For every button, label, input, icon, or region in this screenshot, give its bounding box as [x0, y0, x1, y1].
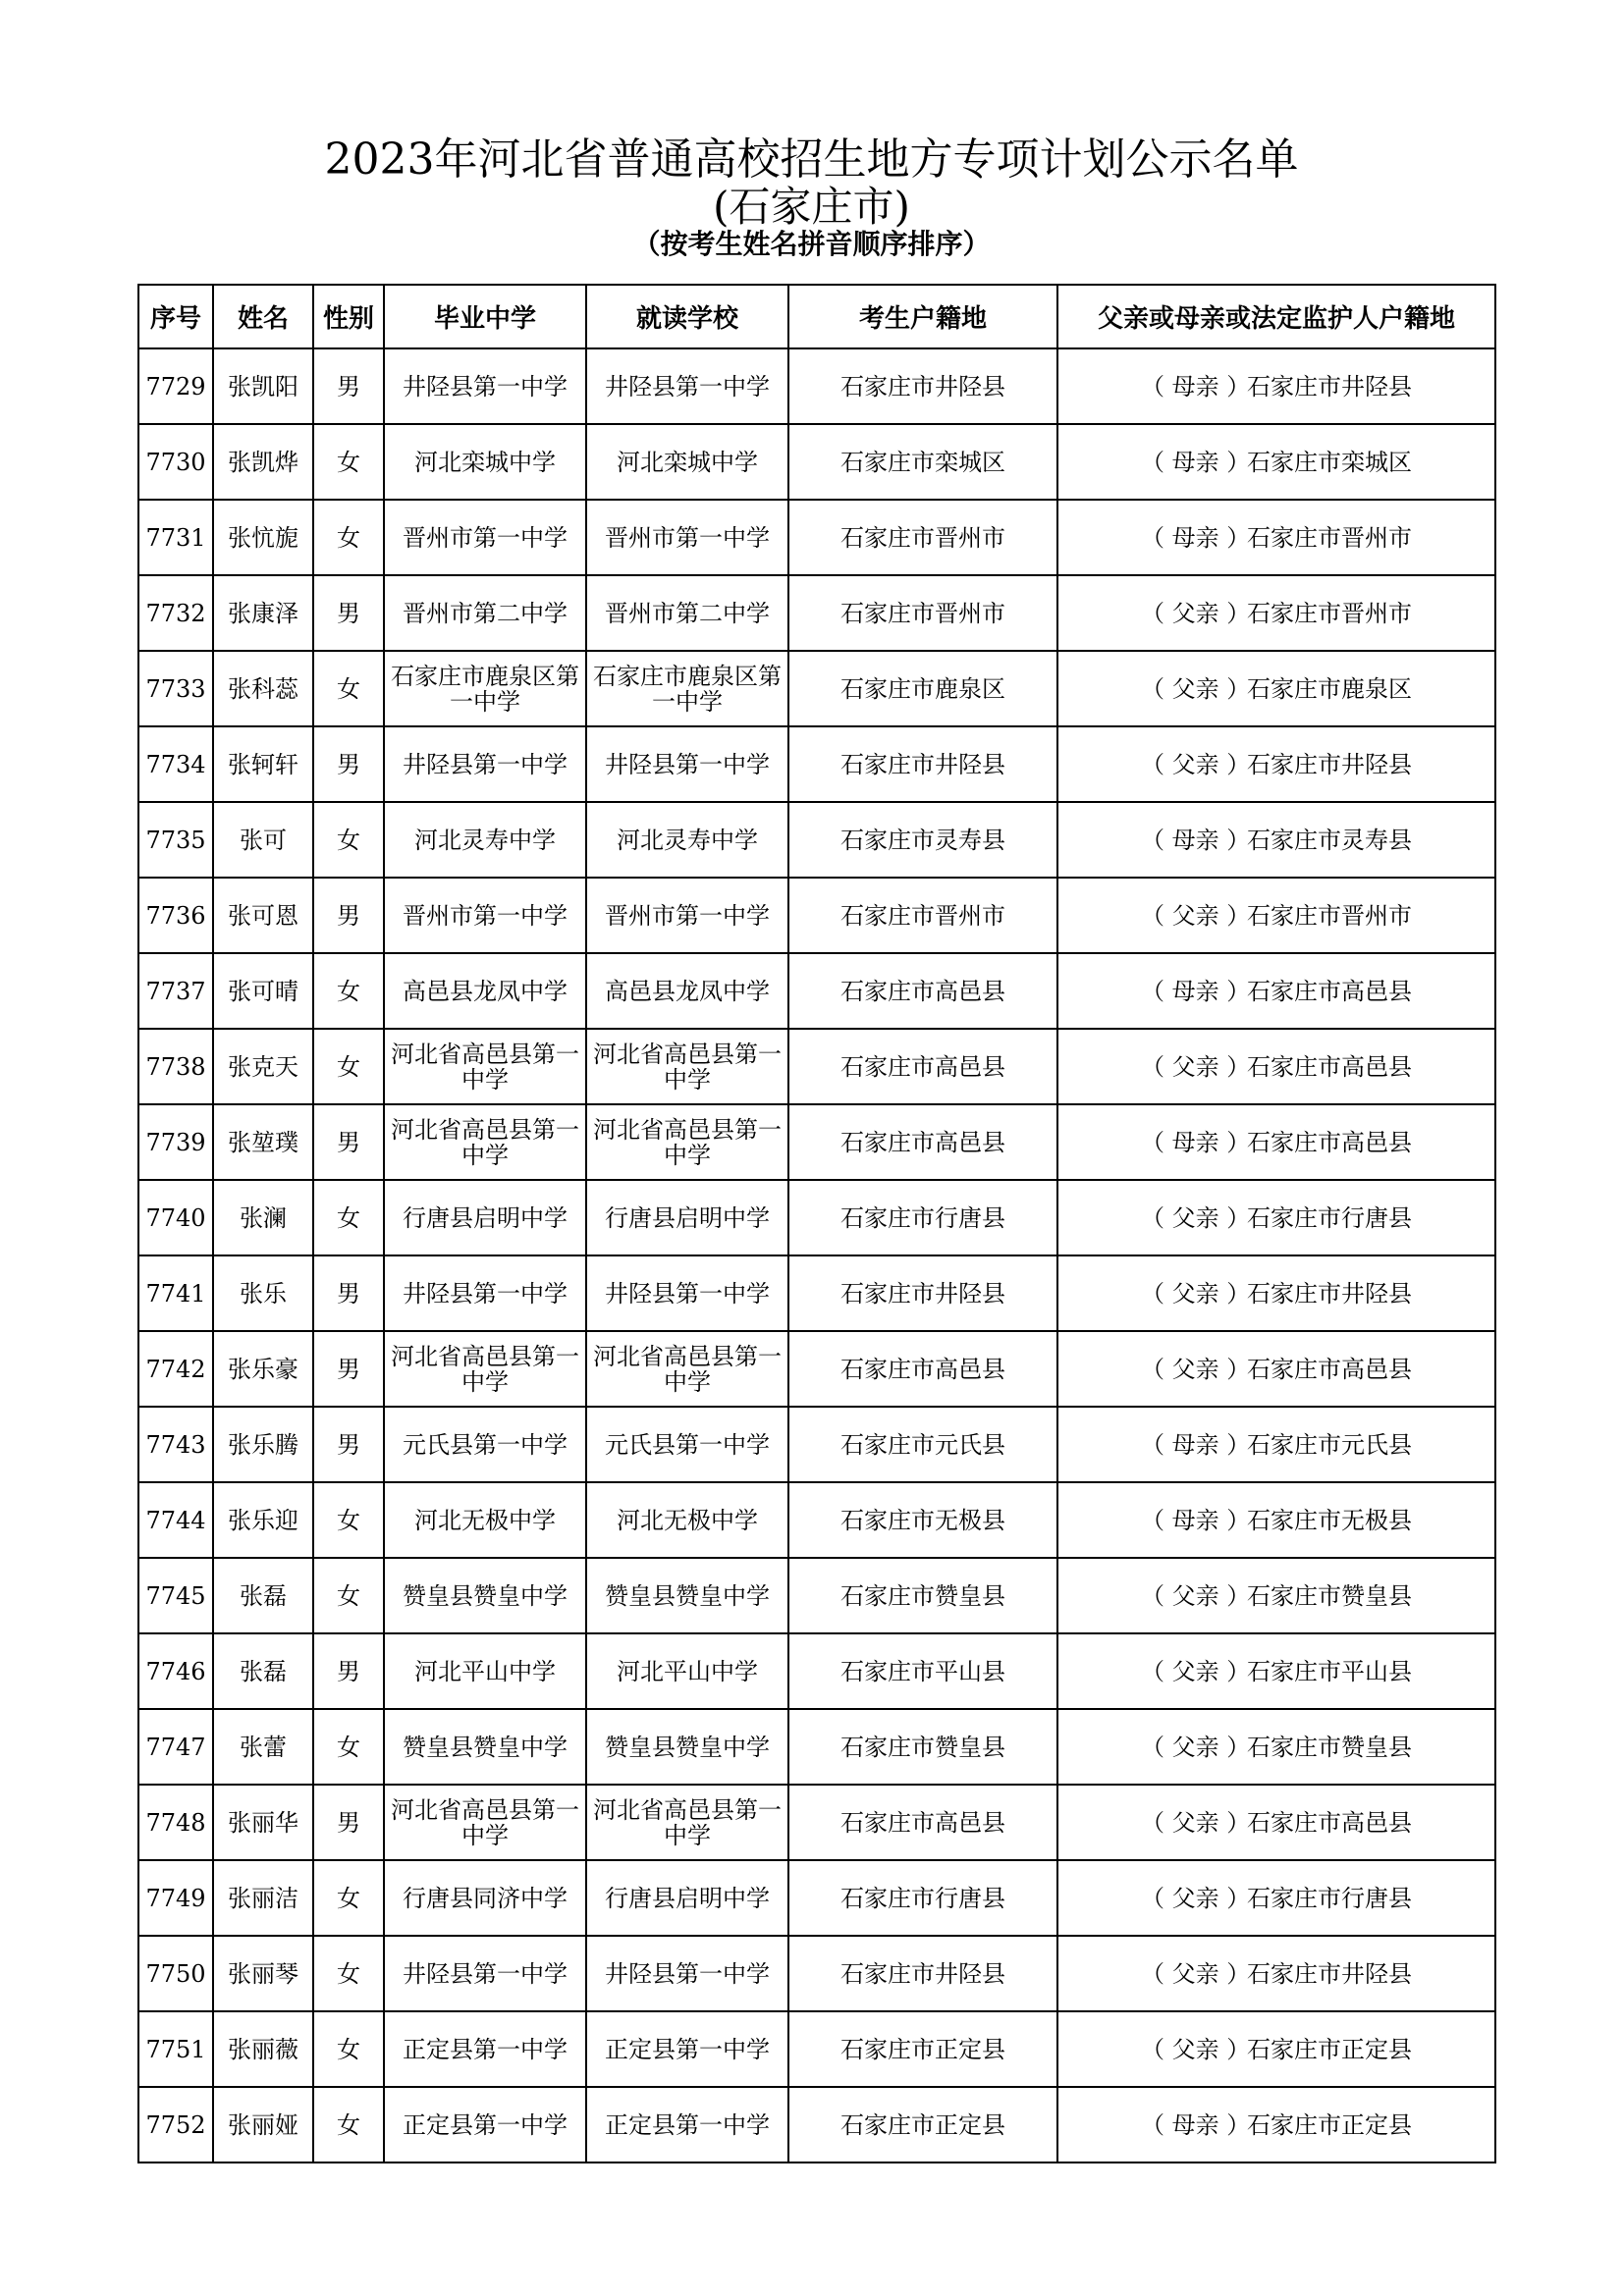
cell-grad-school: 晋州市第二中学: [384, 575, 586, 651]
table-row: [138, 1936, 1495, 2011]
cell-grad-school: 赞皇县赞皇中学: [384, 1709, 586, 1785]
guardian-place: 石家庄市赞皇县: [1247, 1581, 1412, 1610]
cell-hukou: 石家庄市井陉县: [788, 1255, 1057, 1331]
guardian-relation: （ 母亲 ）: [1141, 1128, 1251, 1156]
cell-grad-school: 井陉县第一中学: [384, 726, 586, 802]
cell-grad-school: 石家庄市鹿泉区第一中学: [384, 651, 586, 726]
guardian-place: 石家庄市正定县: [1247, 2110, 1412, 2139]
cell-name: 张蕾: [213, 1709, 313, 1785]
guardian-place: 石家庄市行唐县: [1247, 1203, 1412, 1232]
cell-name: 张丽华: [213, 1785, 313, 1860]
cell-hukou: 石家庄市正定县: [788, 2087, 1057, 2163]
cell-no: 7749: [138, 1860, 213, 1936]
header-hukou: 考生户籍地: [788, 285, 1057, 348]
cell-guardian-hukou: [1057, 802, 1495, 878]
cell-guardian-hukou: [1057, 1633, 1495, 1709]
guardian-place: 石家庄市赞皇县: [1247, 1733, 1412, 1761]
guardian-place: 石家庄市井陉县: [1247, 1959, 1412, 1988]
guardian-relation: （ 母亲 ）: [1141, 977, 1251, 1005]
cell-no: 7730: [138, 424, 213, 500]
cell-guardian-hukou: [1057, 726, 1495, 802]
table-row: [138, 1104, 1495, 1180]
cell-name: 张凯阳: [213, 348, 313, 424]
cell-name: 张凯烨: [213, 424, 313, 500]
guardian-relation: （ 父亲 ）: [1141, 750, 1251, 778]
cell-guardian-hukou: [1057, 1482, 1495, 1558]
guardian-place: 石家庄市栾城区: [1247, 448, 1412, 476]
cell-name: 张磊: [213, 1558, 313, 1633]
cell-gender: 女: [313, 1860, 384, 1936]
guardian-place: 石家庄市晋州市: [1247, 901, 1412, 930]
guardian-place: 石家庄市晋州市: [1247, 599, 1412, 627]
cell-grad-school: 河北灵寿中学: [384, 802, 586, 878]
cell-name: 张乐豪: [213, 1331, 313, 1407]
guardian-relation: （ 父亲 ）: [1141, 1052, 1251, 1081]
cell-name: 张可恩: [213, 878, 313, 953]
cell-guardian-hukou: [1057, 1860, 1495, 1936]
header-guardian-hukou: 父亲或母亲或法定监护人户籍地: [1057, 285, 1495, 348]
cell-name: 张轲轩: [213, 726, 313, 802]
guardian-relation: （ 父亲 ）: [1141, 674, 1251, 703]
guardian-relation: （ 父亲 ）: [1141, 1355, 1251, 1383]
cell-grad-school: 井陉县第一中学: [384, 1255, 586, 1331]
cell-name: 张科蕊: [213, 651, 313, 726]
cell-name: 张丽琴: [213, 1936, 313, 2011]
guardian-relation: （ 父亲 ）: [1141, 599, 1251, 627]
cell-grad-school: 赞皇县赞皇中学: [384, 1558, 586, 1633]
guardian-relation: （ 母亲 ）: [1141, 1430, 1251, 1459]
guardian-relation: （ 父亲 ）: [1141, 1657, 1251, 1685]
cell-no: 7740: [138, 1180, 213, 1255]
cell-no: 7750: [138, 1936, 213, 2011]
guardian-place: 石家庄市井陉县: [1247, 372, 1412, 400]
cell-no: 7745: [138, 1558, 213, 1633]
cell-hukou: 石家庄市井陉县: [788, 1936, 1057, 2011]
cell-current-school: 河北灵寿中学: [586, 802, 788, 878]
cell-current-school: 河北无极中学: [586, 1482, 788, 1558]
cell-hukou: 石家庄市无极县: [788, 1482, 1057, 1558]
cell-hukou: 石家庄市晋州市: [788, 500, 1057, 575]
cell-grad-school: 河北平山中学: [384, 1633, 586, 1709]
cell-hukou: 石家庄市平山县: [788, 1633, 1057, 1709]
page-subtitle-sort-note: （按考生姓名拼音顺序排序）: [632, 228, 991, 260]
cell-name: 张忼旎: [213, 500, 313, 575]
cell-guardian-hukou: [1057, 878, 1495, 953]
table-row: [138, 424, 1495, 500]
cell-guardian-hukou: [1057, 1558, 1495, 1633]
table-row: [138, 1785, 1495, 1860]
cell-current-school: 井陉县第一中学: [586, 1255, 788, 1331]
guardian-relation: （ 父亲 ）: [1141, 1733, 1251, 1761]
cell-current-school: 河北省高邑县第一中学: [586, 1104, 788, 1180]
table-row: [138, 1029, 1495, 1104]
cell-current-school: 河北省高邑县第一中学: [586, 1029, 788, 1104]
guardian-place: 石家庄市井陉县: [1247, 1279, 1412, 1308]
guardian-relation: （ 父亲 ）: [1141, 1808, 1251, 1837]
cell-hukou: 石家庄市高邑县: [788, 1785, 1057, 1860]
cell-grad-school: 高邑县龙凤中学: [384, 953, 586, 1029]
table-row: [138, 651, 1495, 726]
cell-current-school: 晋州市第二中学: [586, 575, 788, 651]
cell-current-school: 赞皇县赞皇中学: [586, 1558, 788, 1633]
cell-grad-school: 河北省高邑县第一中学: [384, 1104, 586, 1180]
cell-grad-school: 井陉县第一中学: [384, 348, 586, 424]
cell-guardian-hukou: [1057, 424, 1495, 500]
cell-gender: 女: [313, 651, 384, 726]
cell-grad-school: 行唐县同济中学: [384, 1860, 586, 1936]
table-row: [138, 1407, 1495, 1482]
cell-no: 7748: [138, 1785, 213, 1860]
cell-hukou: 石家庄市鹿泉区: [788, 651, 1057, 726]
cell-current-school: 高邑县龙凤中学: [586, 953, 788, 1029]
header-current-school: 就读学校: [586, 285, 788, 348]
cell-grad-school: 河北省高邑县第一中学: [384, 1331, 586, 1407]
cell-name: 张丽薇: [213, 2011, 313, 2087]
cell-current-school: 井陉县第一中学: [586, 726, 788, 802]
cell-name: 张堃璞: [213, 1104, 313, 1180]
cell-guardian-hukou: [1057, 1709, 1495, 1785]
table-row: [138, 2011, 1495, 2087]
cell-gender: 女: [313, 500, 384, 575]
cell-gender: 男: [313, 1331, 384, 1407]
cell-guardian-hukou: [1057, 1255, 1495, 1331]
cell-name: 张克天: [213, 1029, 313, 1104]
cell-gender: 女: [313, 424, 384, 500]
cell-hukou: 石家庄市高邑县: [788, 1331, 1057, 1407]
table-row: [138, 1709, 1495, 1785]
cell-gender: 男: [313, 575, 384, 651]
cell-hukou: 石家庄市赞皇县: [788, 1709, 1057, 1785]
header-grad-school: 毕业中学: [384, 285, 586, 348]
cell-current-school: 井陉县第一中学: [586, 1936, 788, 2011]
table-row: [138, 1482, 1495, 1558]
roster-table: [137, 284, 1496, 2163]
cell-grad-school: 河北栾城中学: [384, 424, 586, 500]
table-row: [138, 1558, 1495, 1633]
table-row: [138, 1331, 1495, 1407]
cell-no: 7746: [138, 1633, 213, 1709]
cell-current-school: 行唐县启明中学: [586, 1860, 788, 1936]
cell-grad-school: 行唐县启明中学: [384, 1180, 586, 1255]
cell-gender: 女: [313, 1709, 384, 1785]
header-no: 序号: [138, 285, 213, 348]
cell-hukou: 石家庄市正定县: [788, 2011, 1057, 2087]
guardian-place: 石家庄市灵寿县: [1247, 826, 1412, 854]
cell-no: 7729: [138, 348, 213, 424]
guardian-place: 石家庄市平山县: [1247, 1657, 1412, 1685]
guardian-place: 石家庄市元氏县: [1247, 1430, 1412, 1459]
guardian-place: 石家庄市高邑县: [1247, 1808, 1412, 1837]
cell-no: 7741: [138, 1255, 213, 1331]
cell-no: 7742: [138, 1331, 213, 1407]
guardian-relation: （ 母亲 ）: [1141, 826, 1251, 854]
cell-current-school: 元氏县第一中学: [586, 1407, 788, 1482]
cell-gender: 男: [313, 348, 384, 424]
cell-current-school: 河北省高邑县第一中学: [586, 1785, 788, 1860]
cell-guardian-hukou: [1057, 1029, 1495, 1104]
cell-hukou: 石家庄市晋州市: [788, 878, 1057, 953]
cell-no: 7733: [138, 651, 213, 726]
cell-gender: 男: [313, 878, 384, 953]
cell-no: 7752: [138, 2087, 213, 2163]
cell-guardian-hukou: [1057, 500, 1495, 575]
table-row: [138, 726, 1495, 802]
guardian-place: 石家庄市鹿泉区: [1247, 674, 1412, 703]
cell-hukou: 石家庄市赞皇县: [788, 1558, 1057, 1633]
guardian-place: 石家庄市正定县: [1247, 2035, 1412, 2063]
cell-no: 7743: [138, 1407, 213, 1482]
cell-name: 张可: [213, 802, 313, 878]
table-row: [138, 1860, 1495, 1936]
cell-guardian-hukou: [1057, 1936, 1495, 2011]
cell-gender: 男: [313, 1785, 384, 1860]
cell-grad-school: 井陉县第一中学: [384, 1936, 586, 2011]
table-row: [138, 1255, 1495, 1331]
cell-hukou: 石家庄市行唐县: [788, 1180, 1057, 1255]
cell-hukou: 石家庄市井陉县: [788, 348, 1057, 424]
cell-hukou: 石家庄市行唐县: [788, 1860, 1057, 1936]
cell-no: 7751: [138, 2011, 213, 2087]
cell-current-school: 河北平山中学: [586, 1633, 788, 1709]
cell-no: 7731: [138, 500, 213, 575]
cell-gender: 女: [313, 1029, 384, 1104]
cell-gender: 男: [313, 1104, 384, 1180]
guardian-place: 石家庄市高邑县: [1247, 1128, 1412, 1156]
cell-guardian-hukou: [1057, 2087, 1495, 2163]
cell-current-school: 河北栾城中学: [586, 424, 788, 500]
cell-guardian-hukou: [1057, 2011, 1495, 2087]
cell-gender: 男: [313, 1255, 384, 1331]
page-subtitle-city: (石家庄市): [713, 183, 910, 231]
cell-grad-school: 正定县第一中学: [384, 2087, 586, 2163]
cell-guardian-hukou: [1057, 1407, 1495, 1482]
cell-hukou: 石家庄市高邑县: [788, 953, 1057, 1029]
page-title: 2023年河北省普通高校招生地方专项计划公示名单: [324, 134, 1299, 185]
guardian-place: 石家庄市行唐县: [1247, 1884, 1412, 1912]
table-row: [138, 2087, 1495, 2163]
cell-hukou: 石家庄市栾城区: [788, 424, 1057, 500]
cell-name: 张丽娅: [213, 2087, 313, 2163]
cell-gender: 女: [313, 953, 384, 1029]
cell-gender: 男: [313, 726, 384, 802]
table-row: [138, 1180, 1495, 1255]
cell-gender: 男: [313, 1633, 384, 1709]
header-name: 姓名: [213, 285, 313, 348]
cell-guardian-hukou: [1057, 953, 1495, 1029]
cell-gender: 女: [313, 2087, 384, 2163]
cell-guardian-hukou: [1057, 1104, 1495, 1180]
cell-gender: 男: [313, 1407, 384, 1482]
guardian-relation: （ 父亲 ）: [1141, 1884, 1251, 1912]
cell-grad-school: 晋州市第一中学: [384, 500, 586, 575]
cell-no: 7735: [138, 802, 213, 878]
guardian-relation: （ 父亲 ）: [1141, 1203, 1251, 1232]
cell-no: 7747: [138, 1709, 213, 1785]
cell-name: 张磊: [213, 1633, 313, 1709]
cell-name: 张康泽: [213, 575, 313, 651]
cell-no: 7738: [138, 1029, 213, 1104]
cell-no: 7736: [138, 878, 213, 953]
cell-grad-school: 河北无极中学: [384, 1482, 586, 1558]
cell-no: 7739: [138, 1104, 213, 1180]
cell-hukou: 石家庄市晋州市: [788, 575, 1057, 651]
cell-gender: 女: [313, 2011, 384, 2087]
guardian-place: 石家庄市井陉县: [1247, 750, 1412, 778]
table-row: [138, 575, 1495, 651]
guardian-relation: （ 父亲 ）: [1141, 1959, 1251, 1988]
cell-current-school: 石家庄市鹿泉区第一中学: [586, 651, 788, 726]
cell-gender: 女: [313, 802, 384, 878]
cell-current-school: 河北省高邑县第一中学: [586, 1331, 788, 1407]
cell-gender: 女: [313, 1936, 384, 2011]
cell-name: 张乐: [213, 1255, 313, 1331]
guardian-relation: （ 父亲 ）: [1141, 2035, 1251, 2063]
cell-name: 张乐迎: [213, 1482, 313, 1558]
cell-current-school: 赞皇县赞皇中学: [586, 1709, 788, 1785]
cell-gender: 女: [313, 1482, 384, 1558]
cell-current-school: 晋州市第一中学: [586, 500, 788, 575]
cell-current-school: 正定县第一中学: [586, 2011, 788, 2087]
cell-hukou: 石家庄市井陉县: [788, 726, 1057, 802]
cell-current-school: 晋州市第一中学: [586, 878, 788, 953]
guardian-place: 石家庄市晋州市: [1247, 523, 1412, 552]
table-row: [138, 878, 1495, 953]
cell-grad-school: 河北省高邑县第一中学: [384, 1029, 586, 1104]
cell-guardian-hukou: [1057, 1331, 1495, 1407]
cell-name: 张可晴: [213, 953, 313, 1029]
table-row: [138, 802, 1495, 878]
cell-guardian-hukou: [1057, 1180, 1495, 1255]
guardian-place: 石家庄市高邑县: [1247, 977, 1412, 1005]
cell-grad-school: 正定县第一中学: [384, 2011, 586, 2087]
cell-grad-school: 河北省高邑县第一中学: [384, 1785, 586, 1860]
header-gender: 性别: [313, 285, 384, 348]
cell-hukou: 石家庄市高邑县: [788, 1029, 1057, 1104]
cell-gender: 女: [313, 1180, 384, 1255]
cell-no: 7737: [138, 953, 213, 1029]
cell-current-school: 井陉县第一中学: [586, 348, 788, 424]
cell-no: 7732: [138, 575, 213, 651]
cell-hukou: 石家庄市高邑县: [788, 1104, 1057, 1180]
table-row: [138, 1633, 1495, 1709]
cell-hukou: 石家庄市灵寿县: [788, 802, 1057, 878]
guardian-relation: （ 母亲 ）: [1141, 2110, 1251, 2139]
guardian-relation: （ 父亲 ）: [1141, 1581, 1251, 1610]
guardian-place: 石家庄市高邑县: [1247, 1052, 1412, 1081]
cell-name: 张澜: [213, 1180, 313, 1255]
cell-grad-school: 晋州市第一中学: [384, 878, 586, 953]
guardian-relation: （ 母亲 ）: [1141, 372, 1251, 400]
table-row: [138, 953, 1495, 1029]
cell-guardian-hukou: [1057, 348, 1495, 424]
guardian-place: 石家庄市高邑县: [1247, 1355, 1412, 1383]
cell-current-school: 正定县第一中学: [586, 2087, 788, 2163]
table-body: [138, 348, 1495, 2163]
guardian-relation: （ 母亲 ）: [1141, 1506, 1251, 1534]
guardian-relation: （ 父亲 ）: [1141, 1279, 1251, 1308]
cell-name: 张乐腾: [213, 1407, 313, 1482]
guardian-relation: （ 母亲 ）: [1141, 523, 1251, 552]
cell-guardian-hukou: [1057, 651, 1495, 726]
cell-hukou: 石家庄市元氏县: [788, 1407, 1057, 1482]
table-header-row: [138, 285, 1495, 348]
table-row: [138, 500, 1495, 575]
cell-gender: 女: [313, 1558, 384, 1633]
guardian-relation: （ 母亲 ）: [1141, 448, 1251, 476]
guardian-relation: （ 父亲 ）: [1141, 901, 1251, 930]
table-row: [138, 348, 1495, 424]
cell-no: 7734: [138, 726, 213, 802]
cell-name: 张丽洁: [213, 1860, 313, 1936]
cell-grad-school: 元氏县第一中学: [384, 1407, 586, 1482]
guardian-place: 石家庄市无极县: [1247, 1506, 1412, 1534]
cell-no: 7744: [138, 1482, 213, 1558]
cell-guardian-hukou: [1057, 575, 1495, 651]
cell-guardian-hukou: [1057, 1785, 1495, 1860]
cell-current-school: 行唐县启明中学: [586, 1180, 788, 1255]
